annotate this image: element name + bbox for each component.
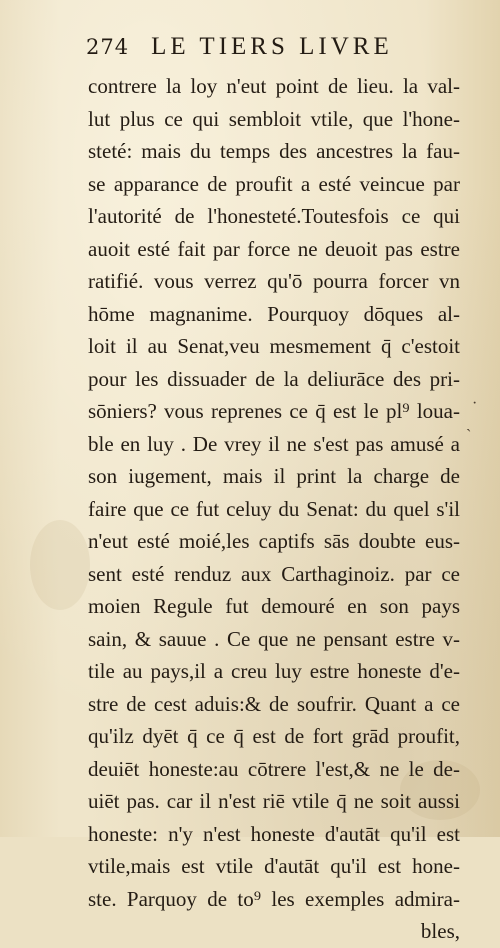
text-line: bles,: [420, 919, 460, 943]
paper-stain: [30, 520, 90, 610]
text-line: lut plus ce qui sembloit vtile, que l'hone-: [88, 106, 460, 131]
text-line: honeste: n'y n'est honeste d'autāt qu'il est: [88, 821, 460, 846]
text-line: n'eut esté moié,les captifs sās doubte eus-: [88, 529, 460, 553]
text-line: stre de cest aduis:& de soufrir. Quant a ce: [88, 691, 460, 716]
text-line: ble en luy . De vrey il ne s'est pas amusé a: [88, 431, 460, 456]
text-line: ratifié. vous verrez qu'ō pourra forcer vn: [88, 269, 460, 293]
text-line: faire que ce fut celuy du Senat: du quel s'il: [88, 496, 460, 521]
text-line: sent esté renduz aux Carthaginoiz. par ce: [88, 561, 460, 586]
text-line: contrere la loy n'eut point de lieu. la val-: [88, 74, 460, 98]
text-line: l'autorité de l'honesteté.Toutesfois ce qui: [88, 204, 460, 228]
marginal-mark: ·: [472, 395, 478, 412]
text-line: sain, & sauue . Ce que ne pensant estre v-: [88, 626, 460, 651]
page-number: 274: [86, 35, 130, 59]
text-line: moien Regule fut demouré en son pays: [88, 594, 460, 618]
text-line: tile au pays,il a creu luy estre honeste d'e-: [88, 659, 460, 683]
running-head: [86, 30, 406, 64]
text-line: vtile,mais est vtile d'autāt qu'il est hone-: [88, 854, 460, 878]
text-line: loit il au Senat,veu mesmement q̄ c'estoit: [88, 334, 460, 358]
text-line: auoit esté fait par force ne deuoit pas estre: [88, 236, 460, 261]
text-line: qu'ilz dyēt q̄ ce q̄ est de fort grād proufit,: [88, 724, 460, 748]
text-line: hōme magnanime. Pourquoy dōques al-: [88, 301, 460, 326]
text-line: ste. Parquoy de to⁹ les exemples admira-: [88, 886, 460, 911]
text-line: sōniers? vous reprenes ce q̄ est le pl⁹ loua-: [88, 399, 460, 423]
book-title: LE TIERS LIVRE: [151, 33, 393, 60]
marginal-mark: ˎ: [466, 415, 472, 432]
text-line: se apparance de proufit a esté veincue par: [88, 171, 460, 196]
text-line: pour les dissuader de la deliurāce des pri-: [88, 366, 460, 391]
text-block: [88, 70, 460, 948]
text-line: steté: mais du temps des ancestres la fau-: [88, 139, 460, 163]
text-line: son iugement, mais il print la charge de: [88, 464, 460, 488]
text-line: deuiēt honeste:au cōtrere l'est,& ne le de-: [88, 756, 460, 781]
text-line: uiēt pas. car il n'est riē vtile q̄ ne soit aussi: [88, 789, 460, 813]
